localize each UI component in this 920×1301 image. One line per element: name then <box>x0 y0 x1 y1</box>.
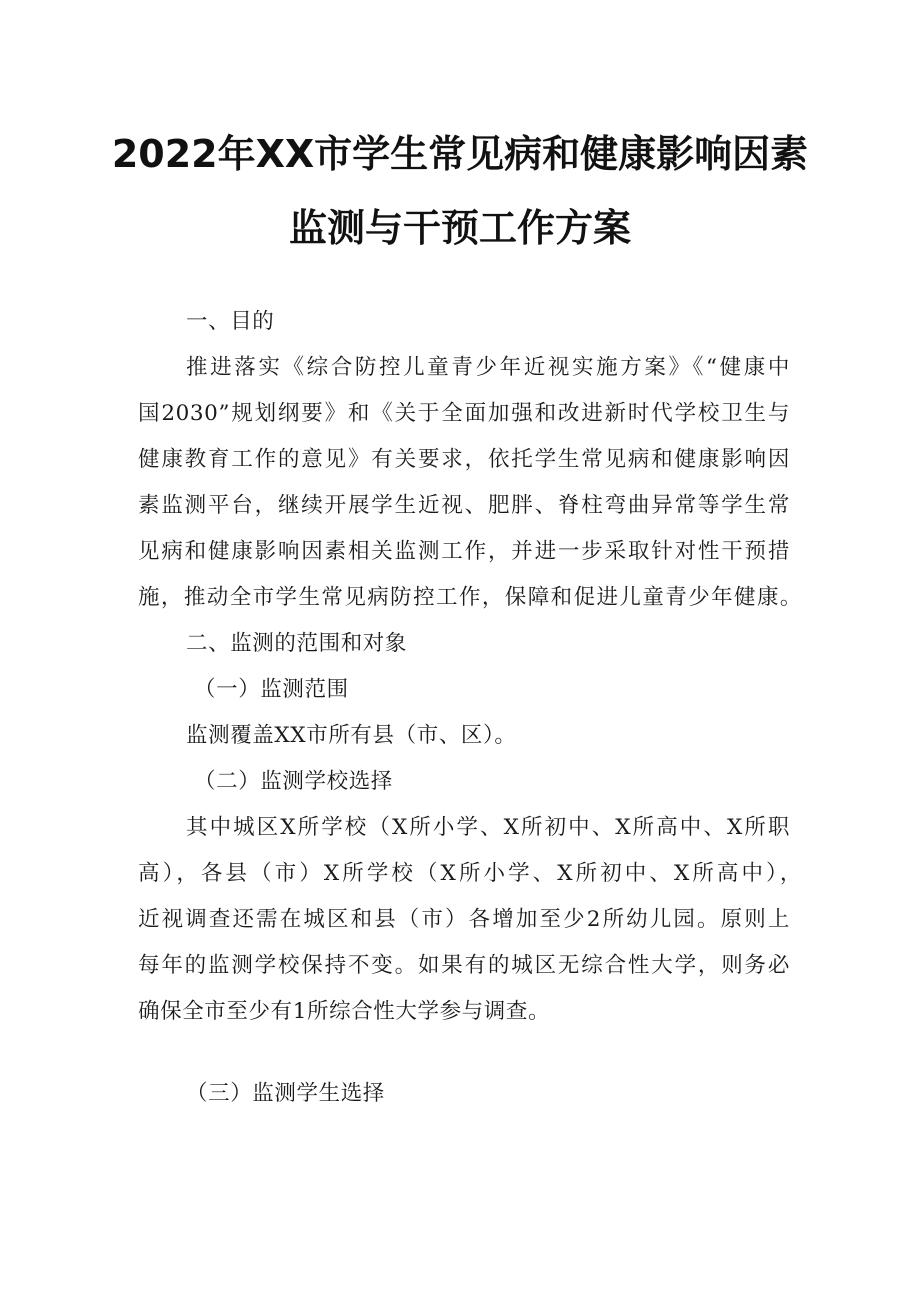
subsection-1-text: 监测覆盖XX市所有县（市、区）。 <box>186 723 517 748</box>
section-1-paragraph-line: 国2030”规划纲要》和《关于全面加强和改进新时代学校卫生与 <box>138 401 790 426</box>
section-2-heading: 二、监测的范围和对象 <box>186 631 408 656</box>
subsection-2-paragraph-line: 近视调查还需在城区和县（市）各增加至少2所幼儿园。原则上 <box>138 907 790 932</box>
subsection-2-paragraph-line: 高），各县（市）X所学校（X所小学、X所初中、X所高中）， <box>138 861 802 886</box>
section-1-paragraph-line: 素监测平台，继续开展学生近视、肥胖、脊柱弯曲异常等学生常 <box>138 493 790 518</box>
document-title-line-2: 监测与干预工作方案 <box>288 206 631 250</box>
section-1-paragraph-line: 健康教育工作的意见》有关要求，依托学生常见病和健康影响因 <box>138 447 790 472</box>
subsection-2-heading: （二）监测学校选择 <box>194 769 393 794</box>
subsection-2-paragraph-line: 其中城区X所学校（X所小学、X所初中、X所高中、X所职 <box>186 815 790 840</box>
subsection-1-heading: （一）监测范围 <box>194 677 349 702</box>
section-1-paragraph-line: 施，推动全市学生常见病防控工作，保障和促进儿童青少年健康。 <box>138 585 802 610</box>
subsection-2-paragraph-line: 确保全市至少有1所综合性大学参与调查。 <box>138 999 551 1024</box>
section-1-paragraph-line: 见病和健康影响因素相关监测工作，并进一步采取针对性干预措 <box>138 539 790 564</box>
section-1-heading: 一、目的 <box>186 309 275 334</box>
subsection-3-heading: （三）监测学生选择 <box>186 1081 385 1106</box>
subsection-2-paragraph-line: 每年的监测学校保持不变。如果有的城区无综合性大学，则务必 <box>138 953 790 978</box>
document-title-line-1: 2022年XX市学生常见病和健康影响因素 <box>111 132 809 176</box>
section-1-paragraph-line: 推进落实《综合防控儿童青少年近视实施方案》《“健康中 <box>186 355 790 380</box>
